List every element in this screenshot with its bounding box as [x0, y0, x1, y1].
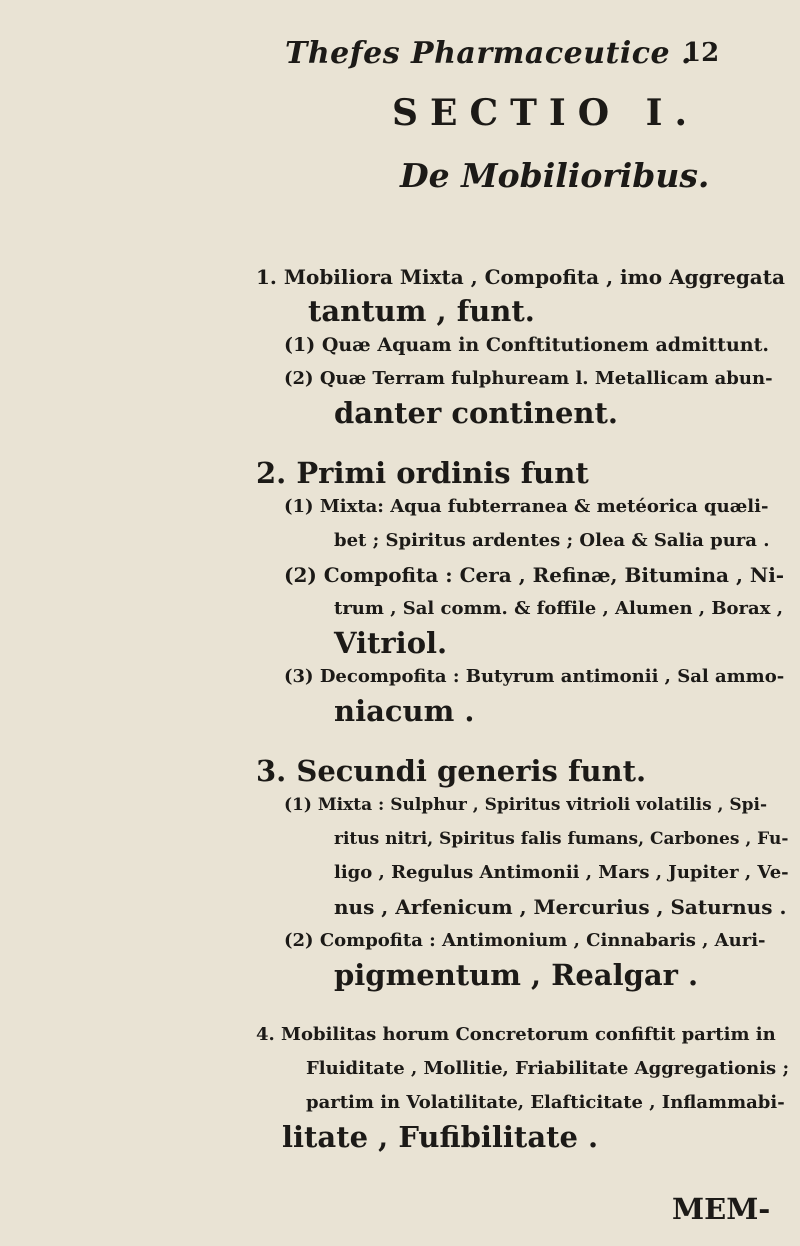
- paragraph-4-line-1: 4. Mobilitas horum Concretorum confiftit partim in: [256, 1024, 776, 1045]
- paragraph-1-line-1: 1. Mobiliora Mixta , Compofita , imo Aggregata: [256, 265, 785, 289]
- paragraph-2-line-5: trum , Sal comm. & foffile , Alumen , Borax ,: [334, 598, 783, 619]
- paragraph-2-line-8: niacum .: [334, 694, 475, 728]
- paragraph-4-line-2: Fluiditate , Mollitie, Friabilitate Aggregationis ;: [306, 1058, 790, 1079]
- paragraph-2-line-2: (1) Mixta: Aqua fubterranea & metéorica quæli-: [284, 496, 769, 517]
- paragraph-2-line-7: (3) Decompofita : Butyrum antimonii , Sal ammo-: [284, 666, 785, 687]
- paragraph-4-line-4: litate , Fufibilitate .: [282, 1120, 599, 1154]
- paragraph-2-line-3: bet ; Spiritus ardentes ; Olea & Salia pura .: [334, 530, 770, 551]
- section-heading: SECTIO I.: [392, 92, 699, 134]
- paragraph-1-line-4: (2) Quæ Terram fulphuream l. Metallicam abun-: [284, 368, 773, 389]
- paragraph-2-line-1: 2. Primi ordinis funt: [256, 456, 589, 490]
- paragraph-2-line-4: (2) Compofita : Cera , Refinæ, Bitumina , Ni-: [284, 563, 785, 587]
- paragraph-3-line-2: (1) Mixta : Sulphur , Spiritus vitrioli volatilis , Spi-: [284, 795, 768, 815]
- catchword: MEM-: [672, 1192, 771, 1226]
- paragraph-1-line-5: danter continent.: [334, 396, 618, 430]
- section-subheading: De Mobilioribus.: [400, 156, 710, 195]
- paragraph-3-line-4: ligo , Regulus Antimonii , Mars , Jupiter , Ve-: [334, 862, 789, 883]
- paragraph-1-line-2: tantum , funt.: [308, 294, 535, 328]
- paragraph-4-line-3: partim in Volatilitate, Elafticitate , Inflammabi-: [306, 1092, 785, 1113]
- paragraph-3-line-6: (2) Compofita : Antimonium , Cinnabaris , Auri-: [284, 930, 766, 951]
- paragraph-3-line-7: pigmentum , Realgar .: [334, 958, 699, 992]
- page-number: 12: [683, 38, 720, 68]
- running-title: Thefes Pharmaceutice .: [285, 36, 693, 71]
- paragraph-1-line-3: (1) Quæ Aquam in Conftitutionem admittunt.: [284, 334, 769, 356]
- paragraph-3-line-1: 3. Secundi generis funt.: [256, 754, 647, 788]
- paragraph-3-line-5: nus , Arfenicum , Mercurius , Saturnus .: [334, 895, 787, 919]
- paragraph-2-line-6: Vitriol.: [334, 626, 448, 660]
- paragraph-3-line-3: ritus nitri, Spiritus falis fumans, Carbones , Fu-: [334, 829, 789, 849]
- page-header: [0, 36, 800, 76]
